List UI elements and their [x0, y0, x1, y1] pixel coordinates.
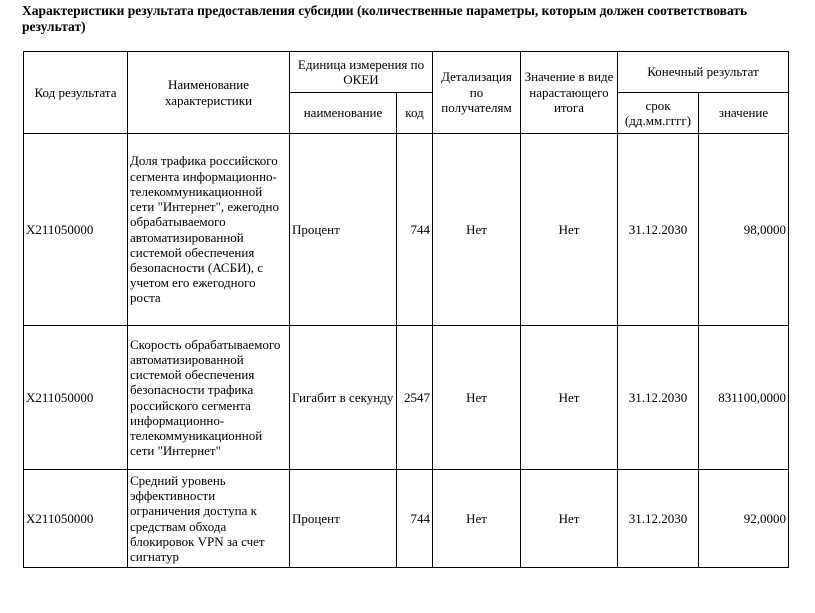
detail-value: Нет	[433, 134, 521, 326]
unit-name: Процент	[290, 134, 397, 326]
deadline-value: 31.12.2030	[618, 326, 699, 470]
header-name: Наименование характеристики	[128, 52, 290, 134]
unit-code: 744	[397, 470, 433, 568]
result-code: X211050000	[24, 134, 128, 326]
unit-name: Процент	[290, 470, 397, 568]
final-value: 831100,0000	[699, 326, 789, 470]
results-table	[23, 51, 789, 568]
header-row-1	[24, 52, 789, 93]
table-row	[24, 134, 789, 326]
cumulative-value: Нет	[521, 470, 618, 568]
section-title: Характеристики результата предоставления субсидии (количественные параметры, которым должен соответствовать результат)	[22, 3, 748, 34]
header-deadline: срок (дд.мм.гггг)	[618, 93, 699, 134]
unit-code: 744	[397, 134, 433, 326]
characteristic-name: Доля трафика российского сегмента информационно-телекоммуникационной сети "Интернет", ежегодно обрабатываемого автоматизированной системой обеспечения безопасности (АСБИ), с учетом его ежегодного роста	[128, 134, 290, 326]
unit-name: Гигабит в секунду	[290, 326, 397, 470]
result-code: X211050000	[24, 326, 128, 470]
unit-code: 2547	[397, 326, 433, 470]
result-code: X211050000	[24, 470, 128, 568]
final-value: 92,0000	[699, 470, 789, 568]
characteristic-name: Средний уровень эффективности ограничения доступа к средствам обхода блокировок VPN за счет сигнатур	[128, 470, 290, 568]
detail-value: Нет	[433, 470, 521, 568]
header-unit-code: код	[397, 93, 433, 134]
header-code: Код результата	[24, 52, 128, 134]
characteristic-name: Скорость обрабатываемого автоматизированной системой обеспечения безопасности трафика российского сегмента информационно-телекоммуникационной сети "Интернет"	[128, 326, 290, 470]
table-row	[24, 326, 789, 470]
deadline-value: 31.12.2030	[618, 470, 699, 568]
header-detail: Детализация по получателям	[433, 52, 521, 134]
deadline-value: 31.12.2030	[618, 134, 699, 326]
header-value: значение	[699, 93, 789, 134]
cumulative-value: Нет	[521, 326, 618, 470]
header-final: Конечный результат	[618, 52, 789, 93]
final-value: 98,0000	[699, 134, 789, 326]
detail-value: Нет	[433, 326, 521, 470]
header-cumulative: Значение в виде нарастающего итога	[521, 52, 618, 134]
table-row	[24, 470, 789, 568]
header-unit-name: наименование	[290, 93, 397, 134]
header-unit: Единица измерения по ОКЕИ	[290, 52, 433, 93]
cumulative-value: Нет	[521, 134, 618, 326]
